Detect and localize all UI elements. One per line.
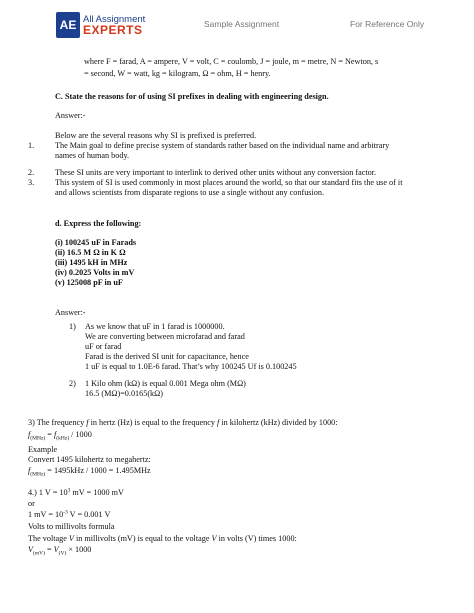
answer-number: 4.) xyxy=(28,488,37,497)
logo-badge: AE xyxy=(56,12,80,38)
section-d-heading: d. Express the following: xyxy=(55,219,142,228)
answer-3-convert: Convert 1495 kilohertz to megahertz: xyxy=(28,455,151,464)
answer-1-line: uF or farad xyxy=(85,342,122,351)
list-number: 2. xyxy=(28,168,35,177)
logo-line-1: All Assignment xyxy=(83,14,146,25)
answer-4-or: or xyxy=(28,499,35,508)
task-item: (i) 100245 uF in Farads xyxy=(55,238,137,247)
units-note-line-2: = second, W = watt, kg = kilogram, Ω = ohm, H = henry. xyxy=(84,69,271,78)
list-item-line: and allows scientists from disparate regions to use a single without any confusion. xyxy=(55,188,325,197)
task-item: (ii) 16.5 M Ω in K Ω xyxy=(55,248,126,257)
list-item-line: The Main goal to define precise system of standards rather based on the individual name and arbitrary xyxy=(55,141,390,150)
section-c-answer-label: Answer:- xyxy=(55,111,86,120)
answer-3-formula: $f_{(MHz)} = f_{(kHz)} / 1000$ xyxy=(28,430,92,442)
list-item-line: These SI units are very important to interlink to derived other units without any conversion factor. xyxy=(55,168,377,177)
list-item-line: This system of SI is used commonly in most places around the world, so that our standard fits the use of it xyxy=(55,178,403,187)
answer-number: 1) xyxy=(69,322,76,331)
section-c-intro: Below are the several reasons why SI is prefixed is preferred. xyxy=(55,131,257,140)
answer-4-line: 1 mV = $10^{-3}$ V = 0.001 V xyxy=(28,509,111,519)
answer-4-formula: $V_{(mV)} = V_{(V)} \times 1000$ xyxy=(28,545,92,557)
answer-4-description: The voltage V in millivolts (mV) is equal to the voltage V in volts (V) times 1000: xyxy=(28,534,297,543)
answer-number: 3) xyxy=(28,418,35,427)
answer-3-calc: $f_{(MHz)} = 1495kHz / 1000 = 1.495MHz$ xyxy=(28,466,151,478)
section-c-heading: C. State the reasons for of using SI prefixes in dealing with engineering design. xyxy=(55,92,329,101)
header-center-text: Sample Assignment xyxy=(204,19,280,29)
header-right-text: For Reference Only xyxy=(350,19,425,29)
answer-1-line: Farad is the derived SI unit for capacitance, hence xyxy=(85,352,249,361)
logo-line-2: EXPERTS xyxy=(83,23,143,37)
answer-1-line: We are converting between microfarad and farad xyxy=(85,332,245,341)
answer-number: 2) xyxy=(69,379,76,388)
company-logo xyxy=(56,11,145,39)
list-item-line: names of human body. xyxy=(55,151,130,160)
task-item: (v) 125008 pF in uF xyxy=(55,278,123,287)
answer-3-line: 3) The frequency f in hertz (Hz) is equal to the frequency f in kilohertz (kHz) divided by 1000: xyxy=(28,418,338,427)
page-header xyxy=(0,0,474,46)
section-d-answer-label: Answer:- xyxy=(55,308,86,317)
task-item: (iii) 1495 kH in MHz xyxy=(55,258,128,267)
units-note-line-1: where F = farad, A = ampere, V = volt, C = coulomb, J = joule, m = metre, N = Newton, s xyxy=(84,57,379,66)
answer-1-line: 1 uF is equal to 1.0E-6 farad. That’s why 100245 Uf is 0.100245 xyxy=(85,362,297,371)
answer-3-example: Example xyxy=(28,445,58,454)
answer-2-line: 1 Kilo ohm (kΩ) is equal 0.001 Mega ohm (MΩ) xyxy=(85,379,246,388)
list-number: 1. xyxy=(28,141,35,150)
answer-4-line: 4.) 1 $V = 10^3$ mV = 1000 mV xyxy=(28,487,124,497)
list-number: 3. xyxy=(28,178,35,187)
answer-1-line: As we know that uF in 1 farad is 1000000. xyxy=(85,322,225,331)
answer-4-formula-title: Volts to millivolts formula xyxy=(28,522,115,531)
task-item: (iv) 0.2025 Volts in mV xyxy=(55,268,135,277)
answer-2-line: 16.5 (MΩ)=0.0165(kΩ) xyxy=(85,389,163,398)
